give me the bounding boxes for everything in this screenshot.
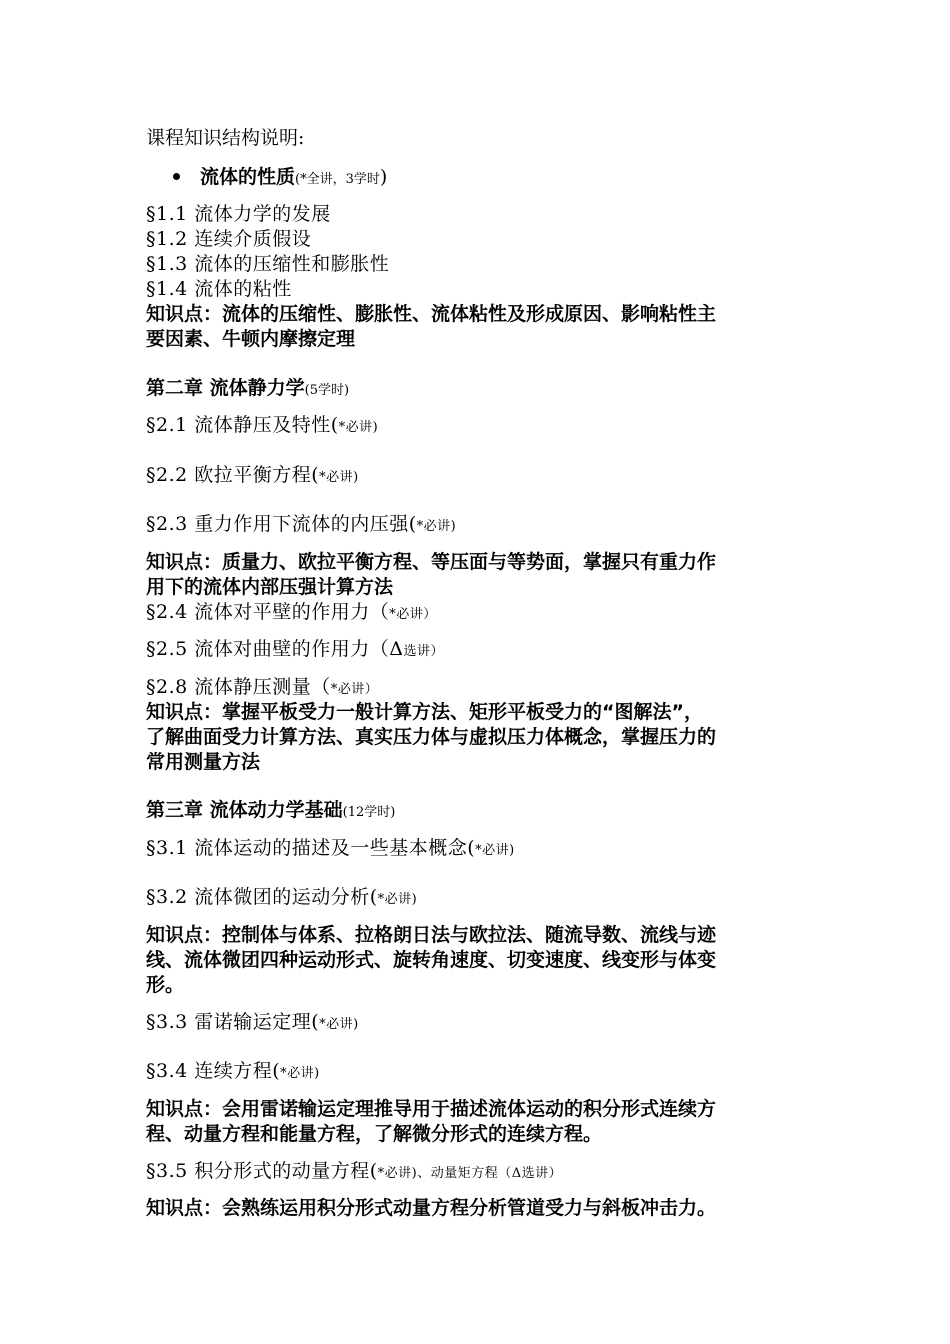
section-1-2: §1.2 连续介质假设 [146, 228, 312, 250]
knowledge-points-3a-line-1: 知识点：控制体与体系、拉格朗日法与欧拉法、随流导数、流线与迹 [146, 924, 717, 946]
chapter-1-note: (*全讲，3学时 [295, 172, 380, 187]
section-2-4: §2.4 流体对平壁的作用力（*必讲） [146, 601, 437, 623]
knowledge-points-2b-line-2: 了解曲面受力计算方法、真实压力体与虚拟压力体概念，掌握压力的 [146, 726, 717, 748]
knowledge-points-1-line-1: 知识点：流体的压缩性、膨胀性、流体粘性及形成原因、影响粘性主 [146, 303, 717, 325]
section-1-1: §1.1 流体力学的发展 [146, 203, 331, 225]
chapter-1-note-close: ) [379, 166, 388, 188]
chapter-3-title: 第三章 流体动力学基础 [146, 799, 343, 821]
knowledge-points-2a-line-2: 用下的流体内部压强计算方法 [146, 576, 394, 598]
section-1-3: §1.3 流体的压缩性和膨胀性 [146, 253, 390, 275]
knowledge-points-2b-line-1: 知识点：掌握平板受力一般计算方法、矩形平板受力的“图解法”， [146, 701, 703, 723]
chapter-2-title: 第二章 流体静力学 [146, 377, 305, 399]
chapter-2-heading [146, 376, 349, 403]
section-2-8: §2.8 流体静压测量（*必讲） [146, 676, 379, 698]
knowledge-points-3b-line-1: 知识点：会用雷诺输运定理推导用于描述流体运动的积分形式连续方 [146, 1098, 717, 1120]
intro-text: 课程知识结构说明: [146, 127, 305, 149]
section-3-4: §3.4 连续方程(*必讲) [146, 1060, 320, 1082]
section-3-5: §3.5 积分形式的动量方程(*必讲)、动量矩方程（Δ选讲） [146, 1160, 563, 1182]
section-3-2: §3.2 流体微团的运动分析(*必讲) [146, 886, 418, 908]
chapter-1-title: 流体的性质 [200, 166, 296, 188]
chapter-2-hours: (5学时) [304, 383, 350, 398]
knowledge-points-1-line-2: 要因素、牛顿内摩擦定理 [146, 328, 356, 350]
knowledge-points-3a-line-3: 形。 [146, 974, 185, 996]
chapter-3-heading [146, 798, 395, 825]
knowledge-points-3a-line-2: 线、流体微团四种运动形式、旋转角速度、切变速度、线变形与体变 [146, 949, 717, 971]
section-1-4: §1.4 流体的粘性 [146, 278, 292, 300]
section-2-2: §2.2 欧拉平衡方程(*必讲) [146, 464, 359, 486]
section-2-5: §2.5 流体对曲壁的作用力（Δ选讲） [146, 638, 444, 660]
section-3-3: §3.3 雷诺输运定理(*必讲) [146, 1011, 359, 1033]
knowledge-points-3b-line-2: 程、动量方程和能量方程，了解微分形式的连续方程。 [146, 1123, 603, 1145]
chapter-1-heading [173, 165, 387, 192]
section-2-1: §2.1 流体静压及特性(*必讲) [146, 414, 379, 436]
section-2-3: §2.3 重力作用下流体的内压强(*必讲) [146, 513, 457, 535]
knowledge-points-3c-line-1: 知识点：会熟练运用积分形式动量方程分析管道受力与斜板冲击力。 [146, 1197, 717, 1219]
knowledge-points-2a-line-1: 知识点：质量力、欧拉平衡方程、等压面与等势面，掌握只有重力作 [146, 551, 717, 573]
knowledge-points-2b-line-3: 常用测量方法 [146, 751, 261, 773]
section-3-1: §3.1 流体运动的描述及一些基本概念(*必讲) [146, 837, 515, 859]
bullet-icon [173, 173, 180, 180]
chapter-3-hours: (12学时) [342, 805, 396, 820]
